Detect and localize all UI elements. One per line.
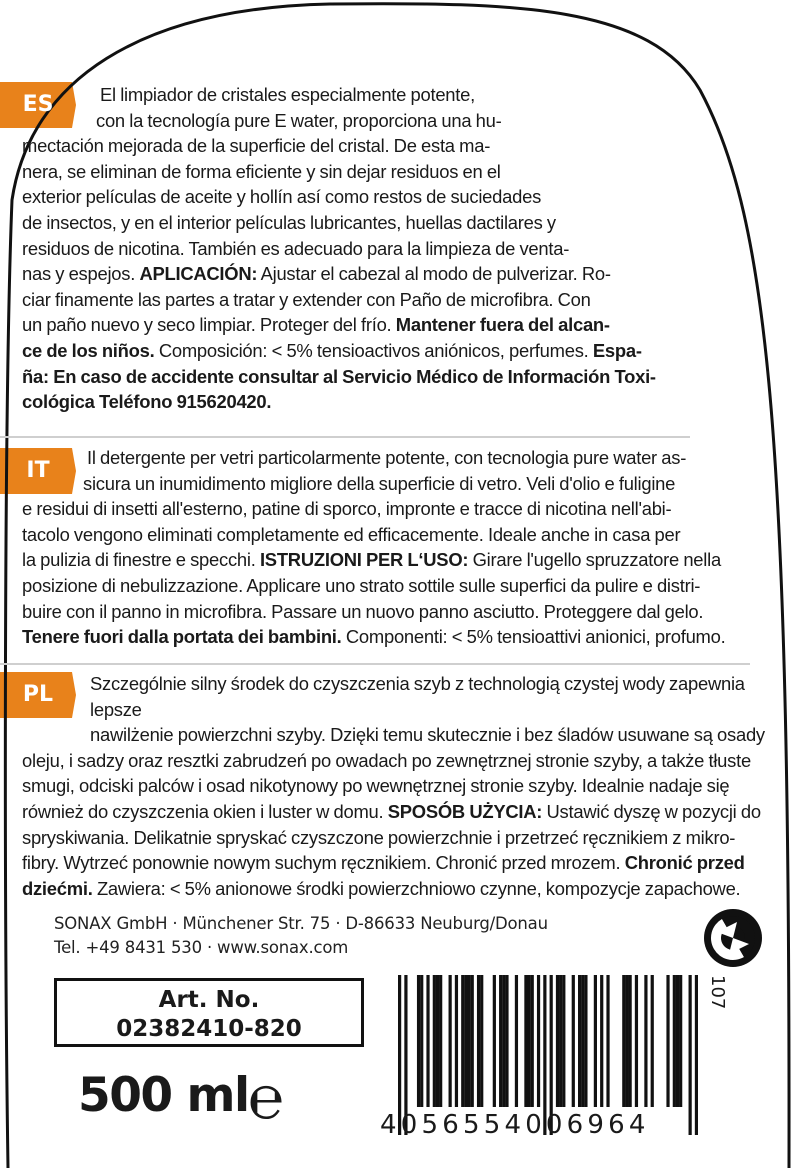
text: Ajustar el cabezal al modo de pulverizar. Ro- (257, 263, 611, 285)
barcode-bar (531, 975, 534, 1107)
text: con la tecnología pure E water, proporciona una hu- (96, 109, 502, 131)
line (22, 547, 734, 573)
barcode-bar (572, 975, 575, 1107)
text: Zawiera: < 5% anionowe środki powierzchniowo czynne, kompozycje zapachowe. (92, 877, 741, 899)
line (22, 773, 766, 799)
text: nas y espejos. (22, 263, 140, 285)
barcode-bar (644, 975, 647, 1107)
batch-code: 107 (707, 975, 728, 1010)
text: un paño nuevo y seco limpiar. Proteger del frío. (22, 314, 396, 336)
line (22, 748, 766, 774)
line (22, 184, 657, 210)
line (22, 471, 734, 497)
barcode-bar (417, 975, 420, 1107)
barcode-bar (515, 975, 518, 1107)
barcode-bar (537, 975, 540, 1107)
line (22, 876, 766, 902)
barcode-bar (461, 975, 464, 1107)
text: e residui di insetti all'esterno, patine di sporco, impronte e tracce di nicotina nell'abi- (22, 498, 672, 520)
warning-text: ce de los niños. (22, 339, 155, 361)
warning-text: dziećmi. (22, 877, 93, 899)
barcode-bar (471, 975, 474, 1107)
company-contact: Tel. +49 8431 530 · www.sonax.com (54, 938, 349, 957)
article-label: Art. No. (158, 987, 260, 1013)
line (22, 108, 657, 134)
barcode-bar (499, 975, 502, 1107)
text: Szczególnie silny środek do czyszczenia szyb z technologią czystej wody zapewnia lepsze (90, 673, 745, 720)
text: Ustawić dyszę w pozycji do (542, 800, 761, 822)
barcode-bar (436, 975, 439, 1107)
barcode-bar (502, 975, 505, 1107)
article-number: 02382410-820 (116, 1016, 302, 1042)
line (22, 159, 657, 185)
barcode-bar (477, 975, 480, 1107)
line (22, 850, 766, 876)
line (22, 261, 657, 287)
green-dot-icon (703, 908, 763, 968)
line (22, 287, 657, 313)
line (22, 624, 734, 650)
text: la pulizia di finestre e specchi. (22, 549, 260, 571)
barcode-digits: 4056554006964 (380, 1110, 650, 1140)
heading-sposob: SPOSÓB UŻYCIA: (387, 800, 543, 822)
line (22, 722, 766, 748)
line (22, 799, 766, 825)
line (22, 338, 657, 364)
barcode-bar (480, 975, 483, 1107)
warning-text: Tenere fuori dalla portata dei bambini. (22, 626, 342, 648)
text: El limpiador de cristales especialmente potente, (100, 84, 475, 105)
barcode-bar (559, 975, 562, 1107)
estimated-sign-icon: ℮ (248, 1063, 285, 1133)
line (22, 496, 734, 522)
warning-text: Chronić przed (624, 852, 745, 874)
text: exterior películas de aceite y hollín así como restos de suciedades (22, 186, 542, 208)
company-address: SONAX GmbH · Münchener Str. 75 · D-86633 Neuburg/Donau (54, 914, 548, 933)
barcode-bar (433, 975, 436, 1107)
line (22, 599, 734, 625)
text: smugi, odciski palców i osad nikotynowy po wewnętrznej stronie szyby. Idealnie nadaje się (22, 775, 730, 797)
line (22, 312, 657, 338)
warning-text: Mantener fuera del alcan- (395, 314, 610, 336)
tag-label-it: IT (26, 458, 50, 483)
barcode-bar (622, 975, 625, 1107)
barcode-bar (420, 975, 423, 1107)
warning-text: Espa- (592, 339, 642, 361)
volume: 500 ml (78, 1068, 249, 1123)
line (22, 364, 657, 390)
barcode-bar (493, 975, 496, 1107)
barcode-bar (524, 975, 527, 1107)
barcode-bar (594, 975, 597, 1107)
barcode-bar (584, 975, 587, 1107)
barcode-bar (562, 975, 565, 1107)
barcode-bar (449, 975, 452, 1107)
text: ciar finamente las partes a tratar y extender con Paño de microfibra. Con (22, 288, 591, 310)
line (22, 825, 766, 851)
text: buire con il panno in microfibra. Passare un nuovo panno asciutto. Proteggere dal gelo. (22, 600, 704, 622)
barcode-bar (467, 975, 470, 1107)
line (22, 236, 657, 262)
line (22, 82, 657, 108)
line (22, 389, 657, 415)
text: tacolo vengono eliminati completamente ed efficacemente. Ideale anche in casa per (22, 523, 681, 545)
barcode-bar (464, 975, 467, 1107)
divider (0, 663, 750, 665)
barcode-bar (581, 975, 584, 1107)
tag-label-es: ES (22, 92, 54, 117)
barcode-bar (679, 975, 682, 1107)
barcode-bar (606, 975, 609, 1107)
barcode-bar (635, 975, 638, 1107)
barcode-bar (578, 975, 581, 1107)
text: Il detergente per vetri particolarmente potente, con tecnologia pure water as- (87, 447, 687, 468)
line (22, 522, 734, 548)
section-pl (22, 671, 766, 901)
heading-istruzioni: ISTRUZIONI PER L‘USO: (259, 549, 469, 571)
line (22, 210, 657, 236)
text: sicura un inumidimento migliore della superficie di vetro. Veli d'olio e fuligine (83, 472, 676, 494)
text: nera, se eliminan de forma eficiente y sin dejar residuos en el (22, 160, 501, 182)
section-it (22, 445, 734, 650)
barcode-bar (625, 975, 628, 1107)
line (22, 445, 734, 471)
barcode-bar (673, 975, 676, 1107)
warning-text: cológica Teléfono 915620420. (22, 391, 272, 413)
text: de insectos, y en el interior películas lubricantes, huellas dactilares y (22, 211, 556, 233)
barcode-bar (527, 975, 530, 1107)
barcode-bar (556, 975, 559, 1107)
line (22, 671, 766, 722)
warning-text: ña: En caso de accidente consultar al Servicio Médico de Información Toxi- (22, 365, 656, 387)
barcode-bar (629, 975, 632, 1107)
line (22, 133, 657, 159)
heading-aplicacion: APLICACIÓN: (139, 263, 258, 285)
text: mectación mejorada de la superficie del cristal. De esta ma- (22, 135, 491, 157)
text: posizione di nebulizzazione. Applicare uno strato sottile sulle superfici da pulire e distri- (22, 574, 701, 596)
line (22, 573, 734, 599)
barcode-bar (676, 975, 679, 1107)
barcode-bar (666, 975, 669, 1107)
text: spryskiwania. Delikatnie spryskać czyszczone powierzchnie i przetrzeć ręcznikiem z mikro- (22, 826, 736, 848)
barcode-bar (455, 975, 458, 1107)
barcode-bar (439, 975, 442, 1107)
barcode-bar (600, 975, 603, 1107)
text: oleju, i sadzy oraz resztki zabrudzeń po owadach po zewnętrznej stronie szyby, a także tłuste (22, 749, 751, 771)
section-es (22, 82, 657, 415)
divider (0, 436, 690, 438)
text: Girare l'ugello spruzzatore nella (468, 549, 721, 571)
text: nawilżenie powierzchni szyby. Dzięki temu skutecznie i bez śladów usuwane są osady (90, 724, 765, 746)
text: Componenti: < 5% tensioattivi anionici, profumo. (341, 626, 726, 648)
tag-label-pl: PL (22, 682, 54, 707)
barcode-bar (505, 975, 508, 1107)
text: fibry. Wytrzeć ponownie nowym suchym ręcznikiem. Chronić przed mrozem. (22, 852, 625, 874)
article-number-box (54, 978, 364, 1047)
barcode-bar (651, 975, 654, 1107)
text: Composición: < 5% tensioactivos aniónicos, perfumes. (154, 339, 593, 361)
barcode-bar (426, 975, 429, 1107)
text: również do czyszczenia okien i luster w domu. (22, 800, 388, 822)
text: residuos de nicotina. También es adecuado para la limpieza de venta- (22, 237, 570, 259)
